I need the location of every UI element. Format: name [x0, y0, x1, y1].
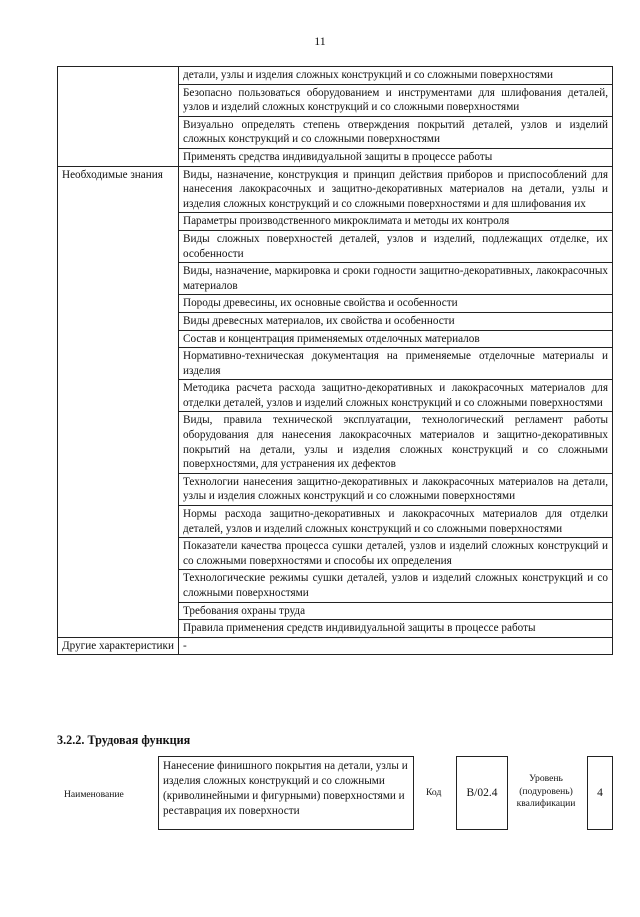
function-name-label: Наименование: [64, 789, 124, 800]
row-text: Состав и концентрация применяемых отделочных материалов: [179, 330, 613, 348]
table-row: [58, 637, 613, 655]
row-text: Применять средства индивидуальной защиты в процессе работы: [179, 148, 613, 166]
row-text: -: [179, 637, 613, 655]
row-text: Виды, назначение, маркировка и сроки годности защитно-декоративных, лакокрасочных материалов: [179, 263, 613, 295]
row-text: Безопасно пользоваться оборудованием и инструментами для шлифования деталей, узлов и изделий сложных конструкций и со сложными поверхностями: [179, 84, 613, 116]
function-name-value: Нанесение финишного покрытия на детали, узлы и изделия сложных конструкций и со сложными (криволинейными и фигурными) поверхностями и реставрация их поверхности: [158, 756, 414, 830]
row-label-necessary-knowledge: Необходимые знания: [58, 166, 179, 637]
row-text: детали, узлы и изделия сложных конструкций и со сложными поверхностями: [179, 67, 613, 85]
requirements-table: [57, 66, 613, 655]
page-number: 11: [314, 34, 326, 48]
qualification-level-label: Уровень (подуровень) квалификации: [516, 773, 576, 809]
row-text: Технологические режимы сушки деталей, узлов и изделий сложных конструкций и со сложными поверхностями: [179, 570, 613, 602]
row-text: Нормативно-техническая документация на применяемые отделочные материалы и изделия: [179, 348, 613, 380]
row-text: Породы древесины, их основные свойства и особенности: [179, 295, 613, 313]
row-text: Технологии нанесения защитно-декоративных и лакокрасочных материалов на детали, узлы и изделия сложных конструкций и со сложными поверхностями: [179, 473, 613, 505]
row-text: Визуально определять степень отверждения покрытий деталей, узлов и изделий сложных конструкций и со сложными поверхностями: [179, 116, 613, 148]
row-text: Виды, назначение, конструкция и принцип действия приборов и приспособлений для нанесения лакокрасочных и защитно-декоративных материалов на детали, узлы и изделия сложных конструкций и со сложными поверхностями и для шлифования их: [179, 166, 613, 213]
row-text: Правила применения средств индивидуальной защиты в процессе работы: [179, 620, 613, 638]
row-label: [58, 67, 179, 167]
table-row: [58, 67, 613, 85]
row-text: Требования охраны труда: [179, 602, 613, 620]
qualification-level-value: 4: [587, 756, 613, 830]
row-text: Методика расчета расхода защитно-декоративных и лакокрасочных материалов для отделки деталей, узлов и изделий сложных конструкций и со сложными поверхностями: [179, 380, 613, 412]
row-text: Нормы расхода защитно-декоративных и лакокрасочных материалов для отделки деталей, узлов и изделий сложных конструкций и со сложными поверхностями: [179, 506, 613, 538]
function-code-value: B/02.4: [456, 756, 508, 830]
row-label-other-characteristics: Другие характеристики: [58, 637, 179, 655]
row-text: Виды древесных материалов, их свойства и особенности: [179, 312, 613, 330]
row-text: Параметры производственного микроклимата и методы их контроля: [179, 213, 613, 231]
section-heading: 3.2.2. Трудовая функция: [57, 733, 191, 747]
row-text: Виды, правила технической эксплуатации, технологический регламент работы оборудования для нанесения лакокрасочных материалов и защитно-декоративных покрытий на детали, узлы и изделия сложных конструкций и со сложными поверхностями, для устранения их дефектов: [179, 412, 613, 473]
table-row: [58, 166, 613, 213]
function-code-label: Код: [426, 787, 442, 798]
row-text: Виды сложных поверхностей деталей, узлов и изделий, подлежащих отделке, их особенности: [179, 230, 613, 262]
row-text: Показатели качества процесса сушки деталей, узлов и изделий сложных конструкций и со сложными поверхностями и способы их определения: [179, 538, 613, 570]
